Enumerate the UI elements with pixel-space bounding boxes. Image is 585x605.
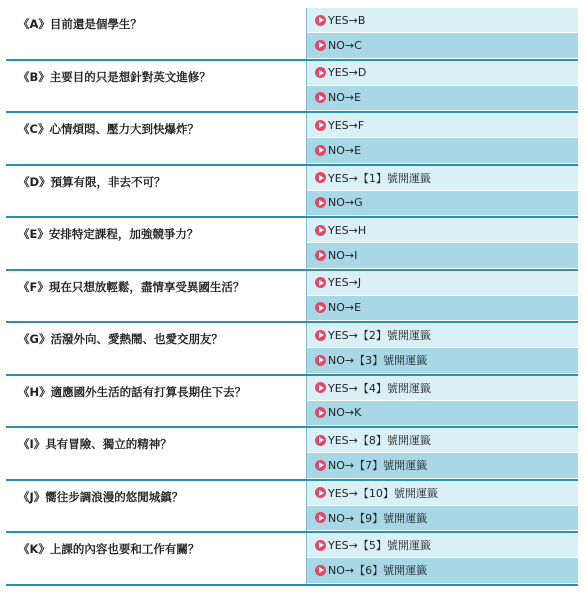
no-label: NO→E [328, 143, 362, 157]
yes-option[interactable] [307, 323, 578, 348]
no-label: NO→C [328, 38, 362, 52]
play-arrow-icon [315, 540, 326, 551]
play-arrow-icon [315, 145, 326, 156]
play-arrow-icon [315, 15, 326, 26]
play-arrow-icon [315, 172, 326, 183]
no-label: NO→I [328, 248, 358, 262]
yes-option[interactable] [307, 271, 578, 296]
answer-options [306, 61, 578, 112]
play-arrow-icon [315, 355, 326, 366]
play-arrow-icon [315, 40, 326, 51]
play-arrow-icon [315, 435, 326, 446]
answer-options [306, 481, 578, 532]
answer-options [306, 323, 578, 374]
yes-option[interactable] [307, 166, 578, 191]
play-arrow-icon [315, 92, 326, 103]
no-option[interactable] [307, 506, 578, 531]
yes-label: YES→【10】號開運籤 [328, 486, 438, 500]
no-option[interactable] [307, 33, 578, 58]
answer-options [306, 271, 578, 322]
question-text: 《F》現在只想放輕鬆，盡情享受異國生活？ [6, 271, 306, 322]
yes-option[interactable] [307, 113, 578, 138]
question-text: 《H》適應國外生活的話有打算長期住下去？ [6, 376, 306, 427]
no-option[interactable] [307, 243, 578, 268]
yes-label: YES→J [328, 276, 362, 290]
question-row [6, 8, 578, 61]
no-label: NO→【6】號開運籤 [328, 564, 428, 578]
play-arrow-icon [315, 512, 326, 523]
play-arrow-icon [315, 250, 326, 261]
answer-options [306, 8, 578, 59]
no-option[interactable] [307, 453, 578, 478]
yes-option[interactable] [307, 428, 578, 453]
no-label: NO→【7】號開運籤 [328, 459, 428, 473]
question-row [6, 533, 578, 586]
play-arrow-icon [315, 330, 326, 341]
question-row [6, 323, 578, 376]
question-text: 《B》主要目的只是想針對英文進修？ [6, 61, 306, 112]
yes-option[interactable] [307, 218, 578, 243]
question-row [6, 218, 578, 271]
question-row [6, 376, 578, 429]
answer-options [306, 218, 578, 269]
yes-option[interactable] [307, 533, 578, 558]
yes-label: YES→【2】號開運籤 [328, 329, 431, 343]
no-label: NO→K [328, 406, 362, 420]
question-row [6, 428, 578, 481]
no-label: NO→G [328, 196, 363, 210]
answer-options [306, 428, 578, 479]
yes-label: YES→B [328, 13, 366, 27]
play-arrow-icon [315, 225, 326, 236]
no-label: NO→E [328, 301, 362, 315]
question-text: 《C》心情煩悶、壓力大到快爆炸？ [6, 113, 306, 164]
yes-option[interactable] [307, 8, 578, 33]
yes-option[interactable] [307, 376, 578, 401]
no-option[interactable] [307, 191, 578, 216]
question-text: 《I》具有冒險、獨立的精神？ [6, 428, 306, 479]
play-arrow-icon [315, 407, 326, 418]
question-text: 《K》上課的內容也要和工作有關？ [6, 533, 306, 584]
no-option[interactable] [307, 401, 578, 426]
no-label: NO→【9】號開運籤 [328, 511, 428, 525]
no-label: NO→E [328, 91, 362, 105]
no-option[interactable] [307, 296, 578, 321]
question-row [6, 481, 578, 534]
play-arrow-icon [315, 197, 326, 208]
yes-label: YES→H [328, 223, 367, 237]
play-arrow-icon [315, 487, 326, 498]
yes-label: YES→【1】號開運籤 [328, 171, 431, 185]
question-text: 《A》目前還是個學生？ [6, 8, 306, 59]
play-arrow-icon [315, 565, 326, 576]
question-text: 《E》安排特定課程，加強競爭力？ [6, 218, 306, 269]
yes-label: YES→【8】號開運籤 [328, 434, 431, 448]
yes-label: YES→D [328, 66, 367, 80]
question-row [6, 61, 578, 114]
play-arrow-icon [315, 277, 326, 288]
play-arrow-icon [315, 382, 326, 393]
yes-label: YES→【5】號開運籤 [328, 539, 431, 553]
yes-option[interactable] [307, 481, 578, 506]
question-row [6, 271, 578, 324]
play-arrow-icon [315, 460, 326, 471]
answer-options [306, 166, 578, 217]
question-text: 《D》預算有限，非去不可？ [6, 166, 306, 217]
no-option[interactable] [307, 138, 578, 163]
yes-option[interactable] [307, 61, 578, 86]
play-arrow-icon [315, 120, 326, 131]
question-text: 《J》嚮往步調浪漫的悠閒城鎮？ [6, 481, 306, 532]
answer-options [306, 113, 578, 164]
play-arrow-icon [315, 302, 326, 313]
yes-label: YES→F [328, 118, 365, 132]
no-label: NO→【3】號開運籤 [328, 354, 428, 368]
answer-options [306, 376, 578, 427]
no-option[interactable] [307, 558, 578, 583]
play-arrow-icon [315, 67, 326, 78]
yes-label: YES→【4】號開運籤 [328, 381, 431, 395]
answer-options [306, 533, 578, 584]
question-row [6, 166, 578, 219]
no-option[interactable] [307, 86, 578, 111]
question-row [6, 113, 578, 166]
quiz-table [6, 8, 578, 586]
no-option[interactable] [307, 348, 578, 373]
question-text: 《G》活潑外向、愛熱鬧、也愛交朋友？ [6, 323, 306, 374]
